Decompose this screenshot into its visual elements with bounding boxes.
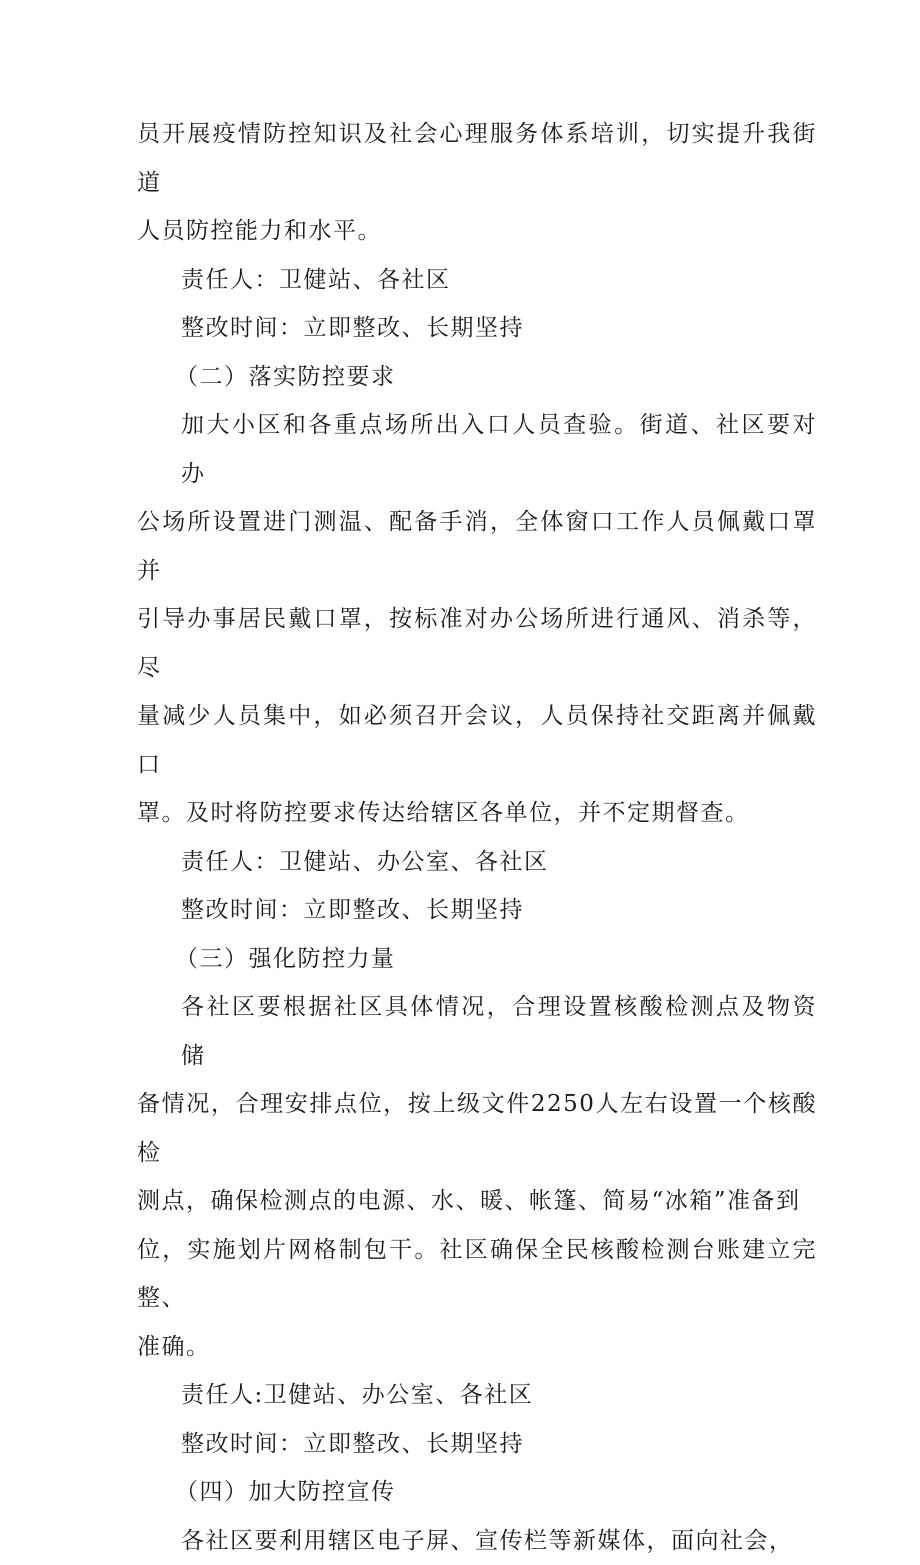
rectification-time-2: 整改时间：立即整改、长期坚持 — [137, 886, 817, 935]
paragraph-strength-line-1: 各社区要根据社区具体情况，合理设置核酸检测点及物资储 — [137, 983, 817, 1080]
paragraph-strength-line-4: 位，实施划片网格制包干。社区确保全民核酸检测台账建立完整、 — [137, 1226, 817, 1323]
paragraph-requirements-line-5: 罩。及时将防控要求传达给辖区各单位，并不定期督查。 — [137, 789, 817, 838]
paragraph-strength-line-2: 备情况，合理安排点位，按上级文件2250人左右设置一个核酸检 — [137, 1080, 817, 1177]
section-heading-4: （四）加大防控宣传 — [137, 1468, 817, 1517]
paragraph-training-line-1: 员开展疫情防控知识及社会心理服务体系培训，切实提升我街道 — [137, 110, 817, 207]
document-body — [137, 110, 817, 1565]
paragraph-requirements-line-2: 公场所设置进门测温、配备手消，全体窗口工作人员佩戴口罩并 — [137, 498, 817, 595]
section-heading-3: （三）强化防控力量 — [137, 935, 817, 984]
rectification-time-1: 整改时间：立即整改、长期坚持 — [137, 304, 817, 353]
rectification-time-3: 整改时间：立即整改、长期坚持 — [137, 1420, 817, 1469]
paragraph-strength-line-3: 测点，确保检测点的电源、水、暖、帐篷、简易“冰箱”准备到 — [137, 1177, 817, 1226]
paragraph-training-line-2: 人员防控能力和水平。 — [137, 207, 817, 256]
responsible-party-3: 责任人:卫健站、办公室、各社区 — [137, 1371, 817, 1420]
paragraph-requirements-line-3: 引导办事居民戴口罩，按标准对办公场所进行通风、消杀等，尽 — [137, 595, 817, 692]
section-heading-2: （二）落实防控要求 — [137, 353, 817, 402]
paragraph-publicity-line-1: 各社区要利用辖区电子屏、宣传栏等新媒体，面向社会， — [137, 1517, 817, 1565]
responsible-party-2: 责任人：卫健站、办公室、各社区 — [137, 838, 817, 887]
paragraph-strength-line-5: 准确。 — [137, 1323, 817, 1372]
paragraph-requirements-line-4: 量减少人员集中，如必须召开会议，人员保持社交距离并佩戴口 — [137, 692, 817, 789]
responsible-party-1: 责任人：卫健站、各社区 — [137, 256, 817, 305]
paragraph-requirements-line-1: 加大小区和各重点场所出入口人员查验。街道、社区要对办 — [137, 401, 817, 498]
